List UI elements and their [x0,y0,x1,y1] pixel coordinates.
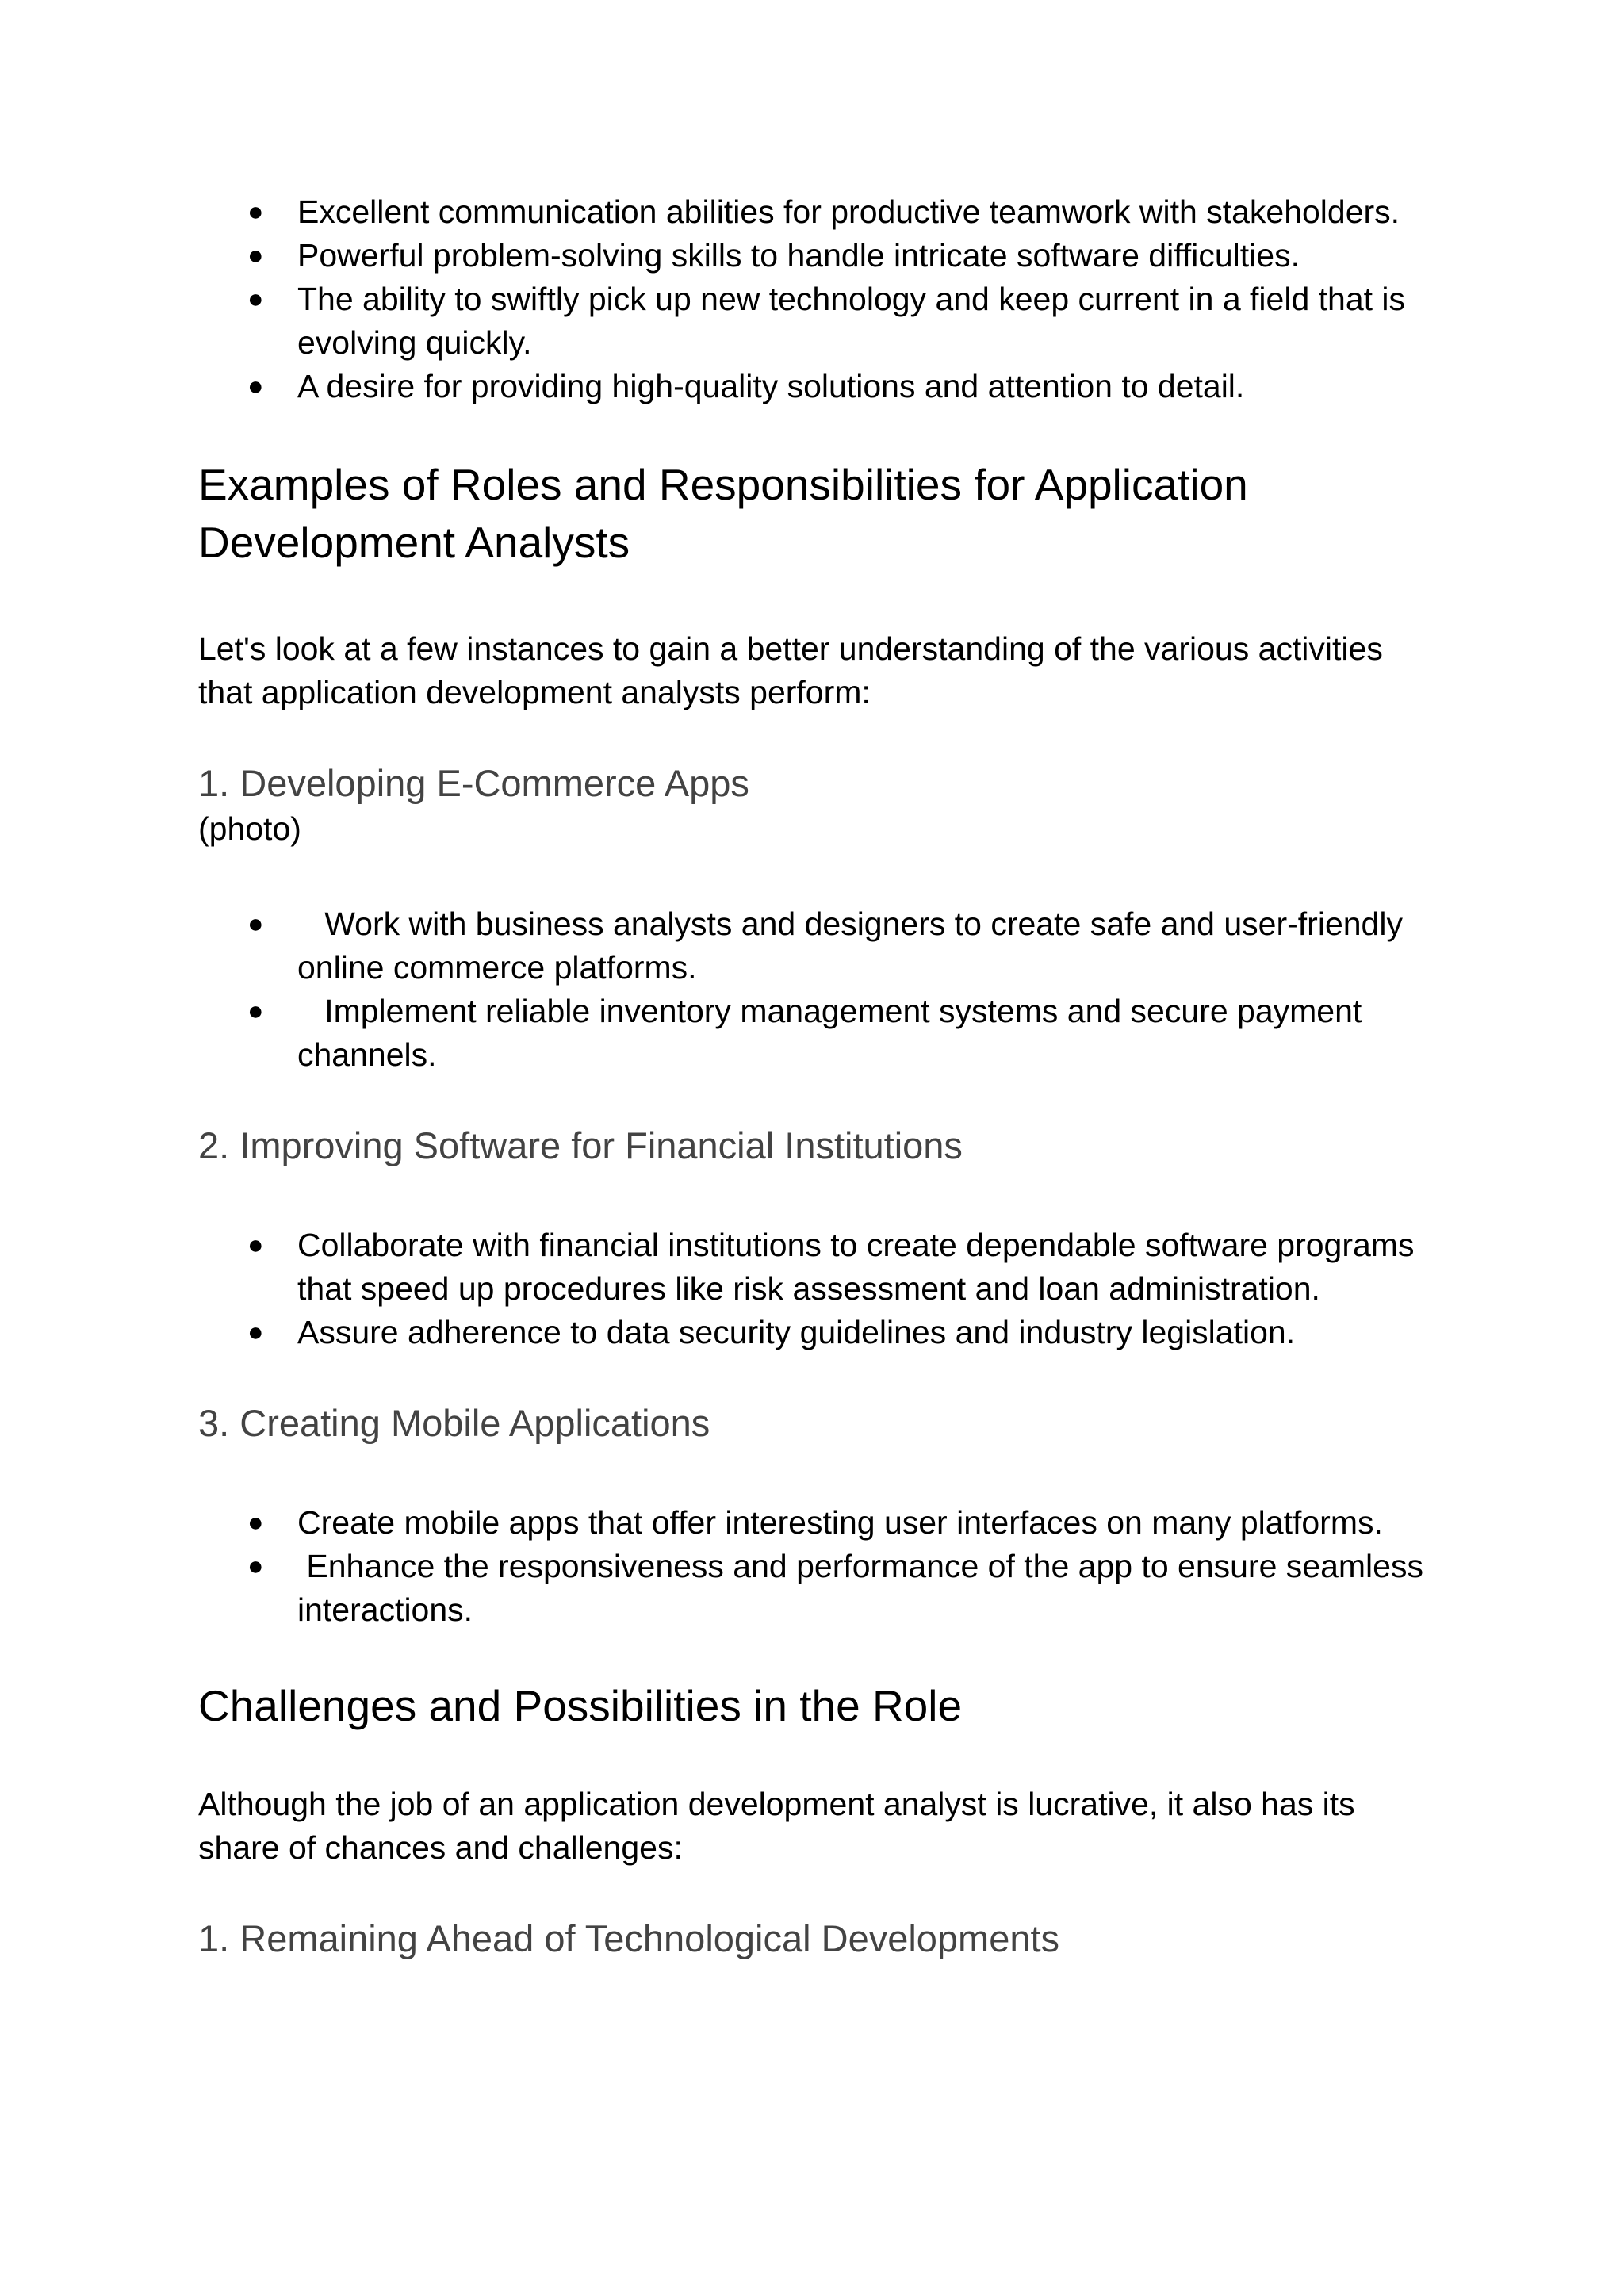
challenges-intro-paragraph: Although the job of an application development analyst is lucrative, it also has its share of chances and challenges: [198,1786,1355,1866]
tech-developments-subheading: 1. Remaining Ahead of Technological Developments [198,1917,1060,1959]
list-item: ● Enhance the responsiveness and performance of the app to ensure seamless interactions. [198,1545,1435,1632]
photo-placeholder-note: (photo) [198,810,301,847]
ecommerce-bullet-list [198,902,1435,1077]
bullet-icon: ● [247,909,264,939]
list-item: ● Excellent communication abilities for productive teamwork with stakeholders. [198,190,1435,234]
bullet-icon: ● [247,240,264,270]
bullet-icon: ● [247,1230,264,1260]
bullet-icon: ● [247,197,264,227]
list-item: ● Powerful problem-solving skills to handle intricate software difficulties. [198,234,1435,278]
list-item: ● Work with business analysts and designers to create safe and user-friendly online commerce platforms. [198,902,1435,990]
skills-bullet-list [198,190,1435,408]
list-item: ● Implement reliable inventory management systems and secure payment channels. [198,990,1435,1077]
list-item: ● Assure adherence to data security guidelines and industry legislation. [198,1311,1435,1354]
ecommerce-subheading: 1. Developing E-Commerce Apps [198,762,749,804]
mobile-subheading: 3. Creating Mobile Applications [198,1402,710,1444]
bullet-icon: ● [247,371,264,401]
bullet-icon: ● [247,996,264,1026]
list-item: ● Collaborate with financial institutions to create dependable software programs that speed up procedures like risk assessment and loan administration. [198,1224,1435,1311]
challenges-heading: Challenges and Possibilities in the Role [198,1681,963,1730]
examples-intro-paragraph: Let's look at a few instances to gain a better understanding of the various activities that application development analysts perform: [198,630,1383,710]
document-content [198,190,1435,1963]
bullet-icon: ● [247,1551,264,1581]
list-item: ● A desire for providing high-quality solutions and attention to detail. [198,365,1435,408]
mobile-bullet-list [198,1501,1435,1632]
financial-subheading: 2. Improving Software for Financial Institutions [198,1124,963,1166]
financial-bullet-list [198,1224,1435,1354]
examples-heading: Examples of Roles and Responsibilities for Application Development Analysts [198,460,1248,567]
list-item: ● The ability to swiftly pick up new technology and keep current in a field that is evolving quickly. [198,278,1435,365]
list-item: ● Create mobile apps that offer interesting user interfaces on many platforms. [198,1501,1435,1545]
bullet-icon: ● [247,1507,264,1538]
bullet-icon: ● [247,284,264,314]
bullet-icon: ● [247,1317,264,1347]
